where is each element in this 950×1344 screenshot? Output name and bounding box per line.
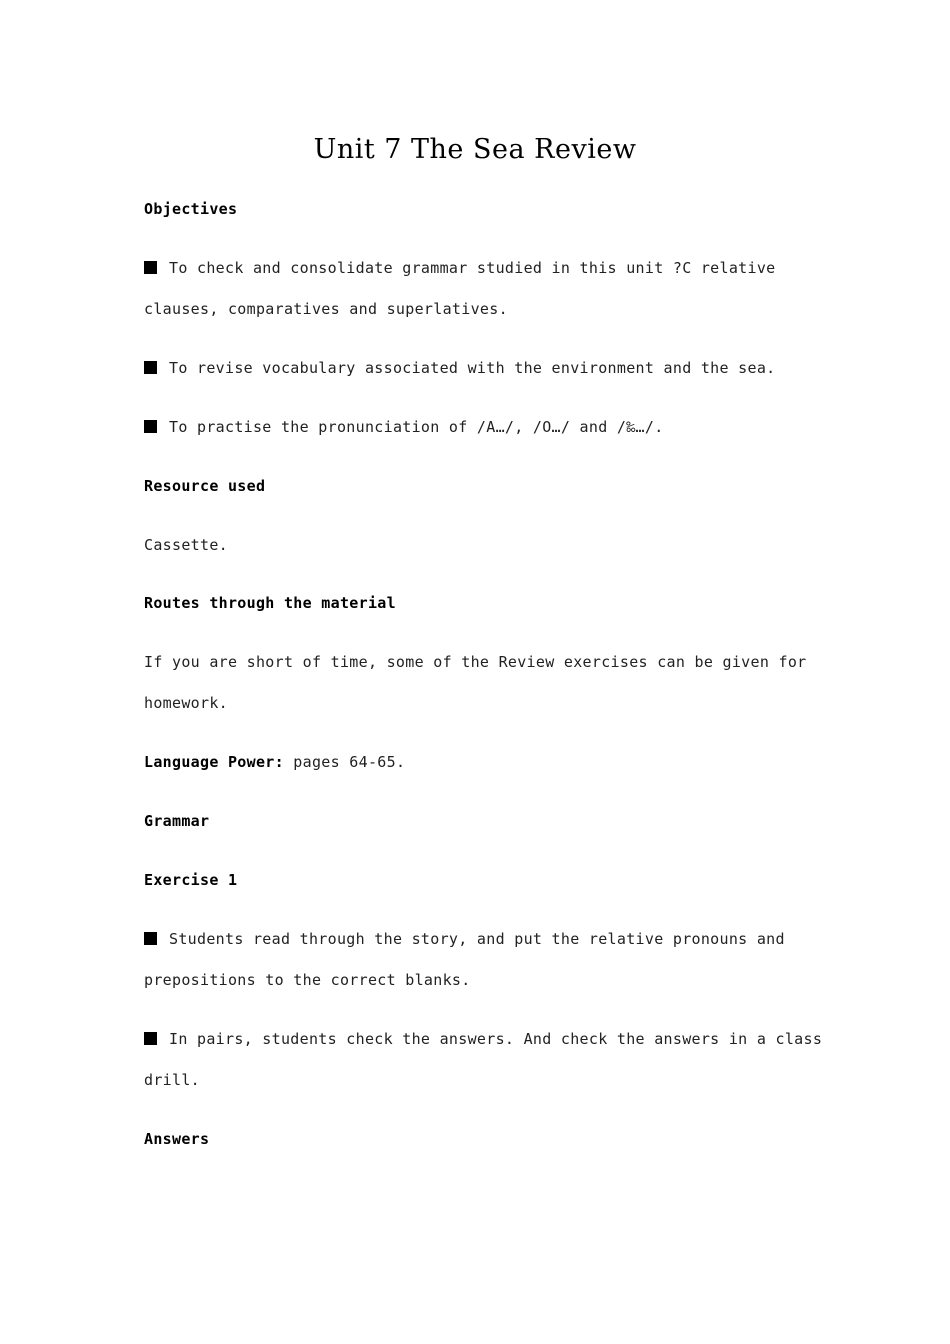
exercise-1-item-2	[144, 1028, 823, 1050]
resource-heading: Resource used	[144, 477, 266, 495]
objective-item-3-text: To practise the pronunciation of /A…/, /O…/ and /‰…/.	[169, 418, 664, 436]
page-title: Unit 7 The Sea Review	[313, 134, 637, 165]
square-bullet-icon	[144, 261, 157, 274]
routes-text-line-2: homework.	[144, 694, 228, 712]
objective-item-2	[144, 357, 804, 379]
square-bullet-icon	[144, 361, 157, 374]
square-bullet-icon	[144, 1032, 157, 1045]
routes-text-line-1: If you are short of time, some of the Review exercises can be given for	[144, 653, 807, 671]
exercise-1-item-1	[144, 928, 804, 950]
resource-text: Cassette.	[144, 536, 228, 554]
objective-item-2-text: To revise vocabulary associated with the environment and the sea.	[169, 359, 776, 377]
objectives-heading: Objectives	[144, 200, 238, 218]
exercise-1-item-2-continuation: drill.	[144, 1071, 200, 1089]
exercise-1-item-1-text: Students read through the story, and put the relative pronouns and	[169, 930, 785, 948]
exercise-1-heading: Exercise 1	[144, 871, 238, 889]
objective-item-1	[144, 257, 804, 279]
routes-heading: Routes through the material	[144, 594, 396, 612]
square-bullet-icon	[144, 420, 157, 433]
exercise-1-item-1-continuation: prepositions to the correct blanks.	[144, 971, 471, 989]
language-power-text: pages 64-65.	[283, 753, 406, 771]
answers-heading: Answers	[144, 1130, 210, 1148]
exercise-1-item-2-text: In pairs, students check the answers. And check the answers in a class	[169, 1030, 823, 1048]
objective-item-3	[144, 416, 804, 438]
grammar-heading: Grammar	[144, 812, 210, 830]
square-bullet-icon	[144, 932, 157, 945]
objective-item-1-text: To check and consolidate grammar studied in this unit ?C relative	[169, 259, 776, 277]
objective-item-1-continuation: clauses, comparatives and superlatives.	[144, 300, 508, 318]
language-power-label: Language Power:	[144, 753, 284, 771]
language-power-line	[144, 751, 804, 773]
